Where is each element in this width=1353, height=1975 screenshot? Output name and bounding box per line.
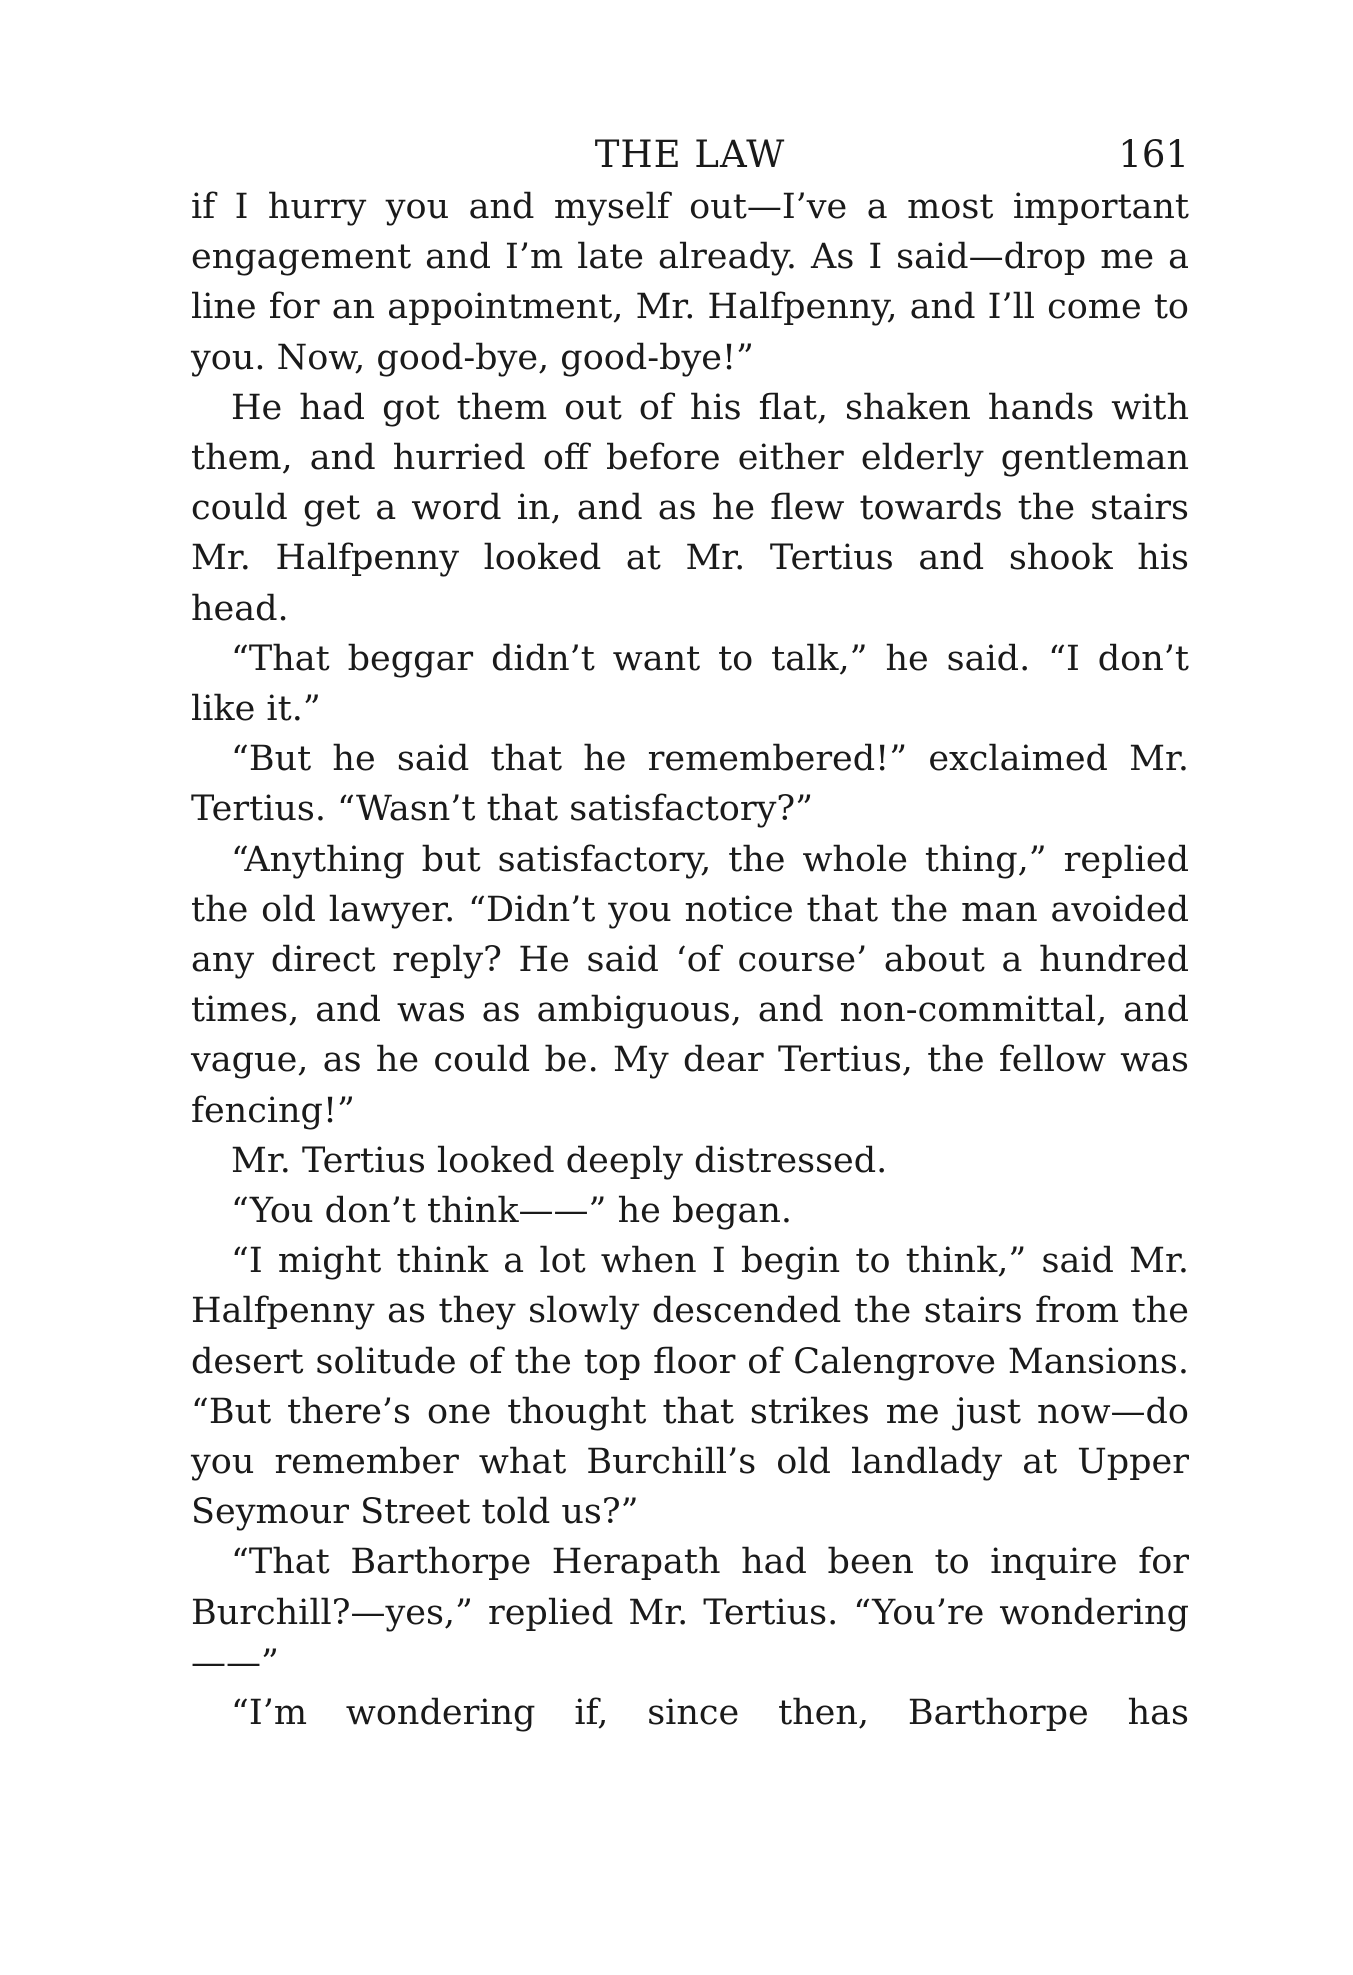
paragraph: He had got them out of his flat, shaken hands with them, and hurried off before either elderly gentleman could get a word in, and as he flew towards the stairs Mr. Halfpenny looked at Mr. Tertius and shook his head. (191, 387, 1189, 629)
body-text (191, 182, 1189, 1738)
paragraph: “I’m wondering if, since then, Barthorpe has (231, 1693, 1189, 1734)
paragraph: “That Barthorpe Herapath had been to inquire for Burchill?—yes,” replied Mr. Tertius. “You’re wondering——” (191, 1542, 1189, 1683)
paragraph: “That beggar didn’t want to talk,” he said. “I don’t like it.” (191, 638, 1189, 730)
running-title: THE LAW (594, 133, 786, 176)
book-page (191, 128, 1189, 1738)
paragraph: “I might think a lot when I begin to think,” said Mr. Halfpenny as they slowly descended the stairs from the desert solitude of the top floor of Calengrove Mansions. “But there’s one thought that strikes me just now—do you remember what Burchill’s old landlady at Upper Seymour Street told us?” (191, 1241, 1189, 1533)
page-number: 161 (1118, 133, 1189, 176)
page-header (191, 128, 1189, 182)
paragraph: Mr. Tertius looked deeply distressed. (231, 1140, 888, 1181)
paragraph: “But he said that he remembered!” exclaimed Mr. Tertius. “Wasn’t that satisfactory?” (191, 739, 1189, 830)
paragraph: “You don’t think——” he began. (231, 1191, 793, 1232)
paragraph: if I hurry you and myself out—I’ve a most important engagement and I’m late already. As I said—drop me a line for an appointment, Mr. Halfpenny, and I’ll come to you. Now, good-bye, good-bye!” (191, 187, 1189, 378)
paragraph: “Anything but satisfactory, the whole thing,” replied the old lawyer. “Didn’t you notice that the man avoided any direct reply? He said ‘of course’ about a hundred times, and was as ambiguous, and non-committal, and vague, as he could be. My dear Tertius, the fellow was fencing!” (191, 839, 1189, 1131)
